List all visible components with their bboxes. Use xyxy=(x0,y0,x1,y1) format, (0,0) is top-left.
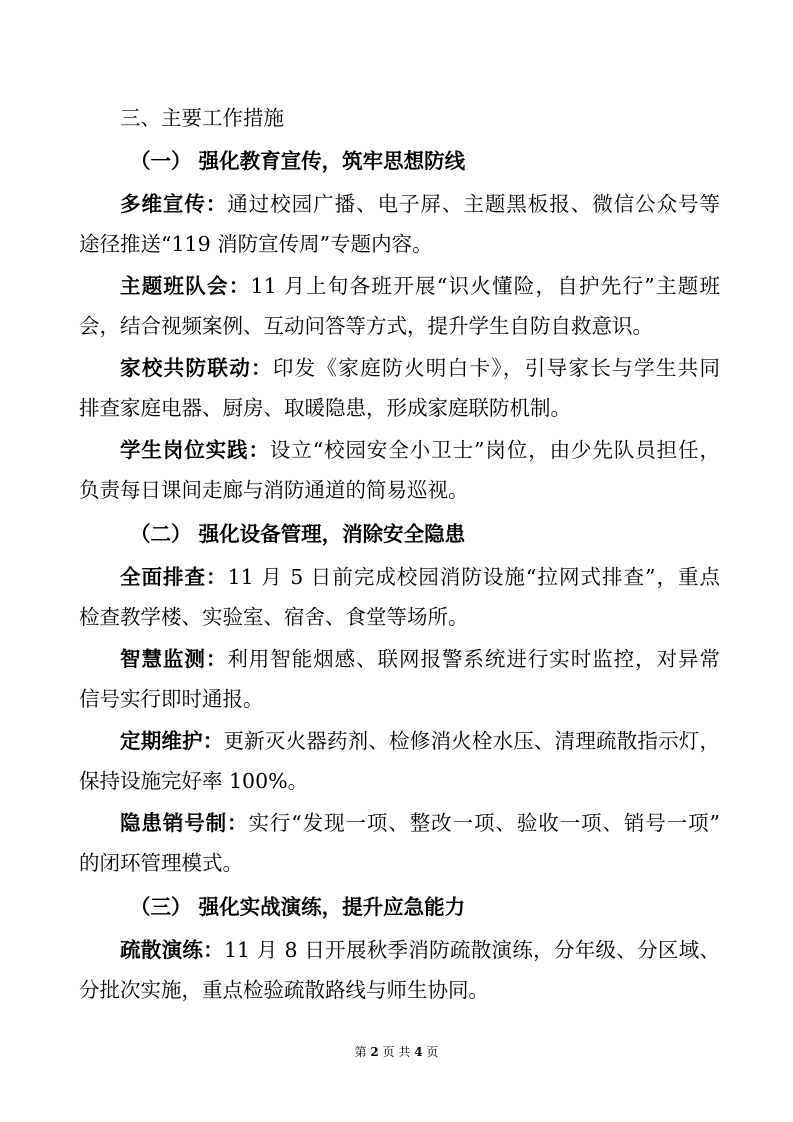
paragraph-5-line-1 xyxy=(120,563,720,591)
paragraph-1-line-2: 途径推送“119 消防宣传周”专题内容。 xyxy=(79,232,433,256)
paragraph-9-line-1 xyxy=(120,936,720,964)
paragraph-8-line-2: 的闭环管理模式。 xyxy=(79,851,243,875)
paragraph-9-label: 疏散演练： xyxy=(120,938,224,962)
paragraph-6-text: 利用智能烟感、联网报警系统进行实时监控，对异常 xyxy=(227,647,721,671)
subsection-heading-2: （二） 强化设备管理，消除安全隐患 xyxy=(130,522,466,546)
footer-middle: 页 共 xyxy=(378,1045,415,1059)
footer-total-pages: 4 xyxy=(414,1045,423,1059)
paragraph-3-label: 家校共防联动： xyxy=(120,356,273,380)
section-heading: 三、主要工作措施 xyxy=(120,106,284,130)
paragraph-2-text: 11 月上旬各班开展“识火懂险，自护先行”主题班 xyxy=(250,274,721,298)
paragraph-5-label: 全面排查： xyxy=(120,565,228,589)
paragraph-6-line-1 xyxy=(120,645,720,673)
paragraph-3-text: 印发《家庭防火明白卡》，引导家长与学生共同 xyxy=(272,356,721,380)
paragraph-2-label: 主题班队会： xyxy=(120,274,251,298)
paragraph-7-line-1 xyxy=(120,727,720,755)
paragraph-5-text: 11 月 5 日前完成校园消防设施“拉网式排查”，重点 xyxy=(227,565,721,589)
paragraph-2-line-1 xyxy=(120,272,720,300)
paragraph-7-label: 定期维护： xyxy=(120,729,224,753)
subsection-heading-3: （三） 强化实战演练，提升应急能力 xyxy=(130,895,466,919)
paragraph-4-line-2: 负责每日课间走廊与消防通道的简易巡视。 xyxy=(79,478,469,502)
paragraph-4-line-1 xyxy=(120,436,720,464)
paragraph-3-line-2: 排查家庭电器、厨房、取暖隐患，形成家庭联防机制。 xyxy=(79,396,571,420)
paragraph-4-label: 学生岗位实践： xyxy=(120,438,270,462)
paragraph-7-text: 更新灭火器药剂、检修消火栓水压、清理疏散指示灯， xyxy=(223,729,721,753)
paragraph-2-line-2: 会，结合视频案例、互动问答等方式，提升学生自防自救意识。 xyxy=(79,314,653,338)
paragraph-8-label: 隐患销号制： xyxy=(120,811,249,835)
paragraph-8-line-1 xyxy=(120,809,720,837)
paragraph-4-text: 设立“校园安全小卫士”岗位，由少先队员担任， xyxy=(269,438,720,462)
paragraph-1-line-1 xyxy=(120,190,720,218)
paragraph-1-label: 多维宣传： xyxy=(120,192,228,216)
footer-page-number: 2 xyxy=(370,1045,379,1059)
paragraph-9-text: 11 月 8 日开展秋季消防疏散演练，分年级、分区域、 xyxy=(223,938,720,962)
paragraph-6-label: 智慧监测： xyxy=(120,647,228,671)
paragraph-1-text: 通过校园广播、电子屏、主题黑板报、微信公众号等 xyxy=(227,192,721,216)
paragraph-7-line-2: 保持设施完好率 100%。 xyxy=(79,769,309,793)
footer-suffix: 页 xyxy=(422,1045,439,1059)
paragraph-8-text: 实行“发现一项、整改一项、验收一项、销号一项” xyxy=(248,811,721,835)
paragraph-3-line-1 xyxy=(120,354,720,382)
paragraph-9-line-2: 分批次实施，重点检验疏散路线与师生协同。 xyxy=(79,978,489,1002)
footer-prefix: 第 xyxy=(354,1045,371,1059)
paragraph-5-line-2: 检查教学楼、实验室、宿舍、食堂等场所。 xyxy=(79,605,469,629)
paragraph-6-line-2: 信号实行即时通报。 xyxy=(79,687,264,711)
page-footer xyxy=(0,1044,793,1060)
subsection-heading-1: （一） 强化教育宣传，筑牢思想防线 xyxy=(130,149,466,173)
